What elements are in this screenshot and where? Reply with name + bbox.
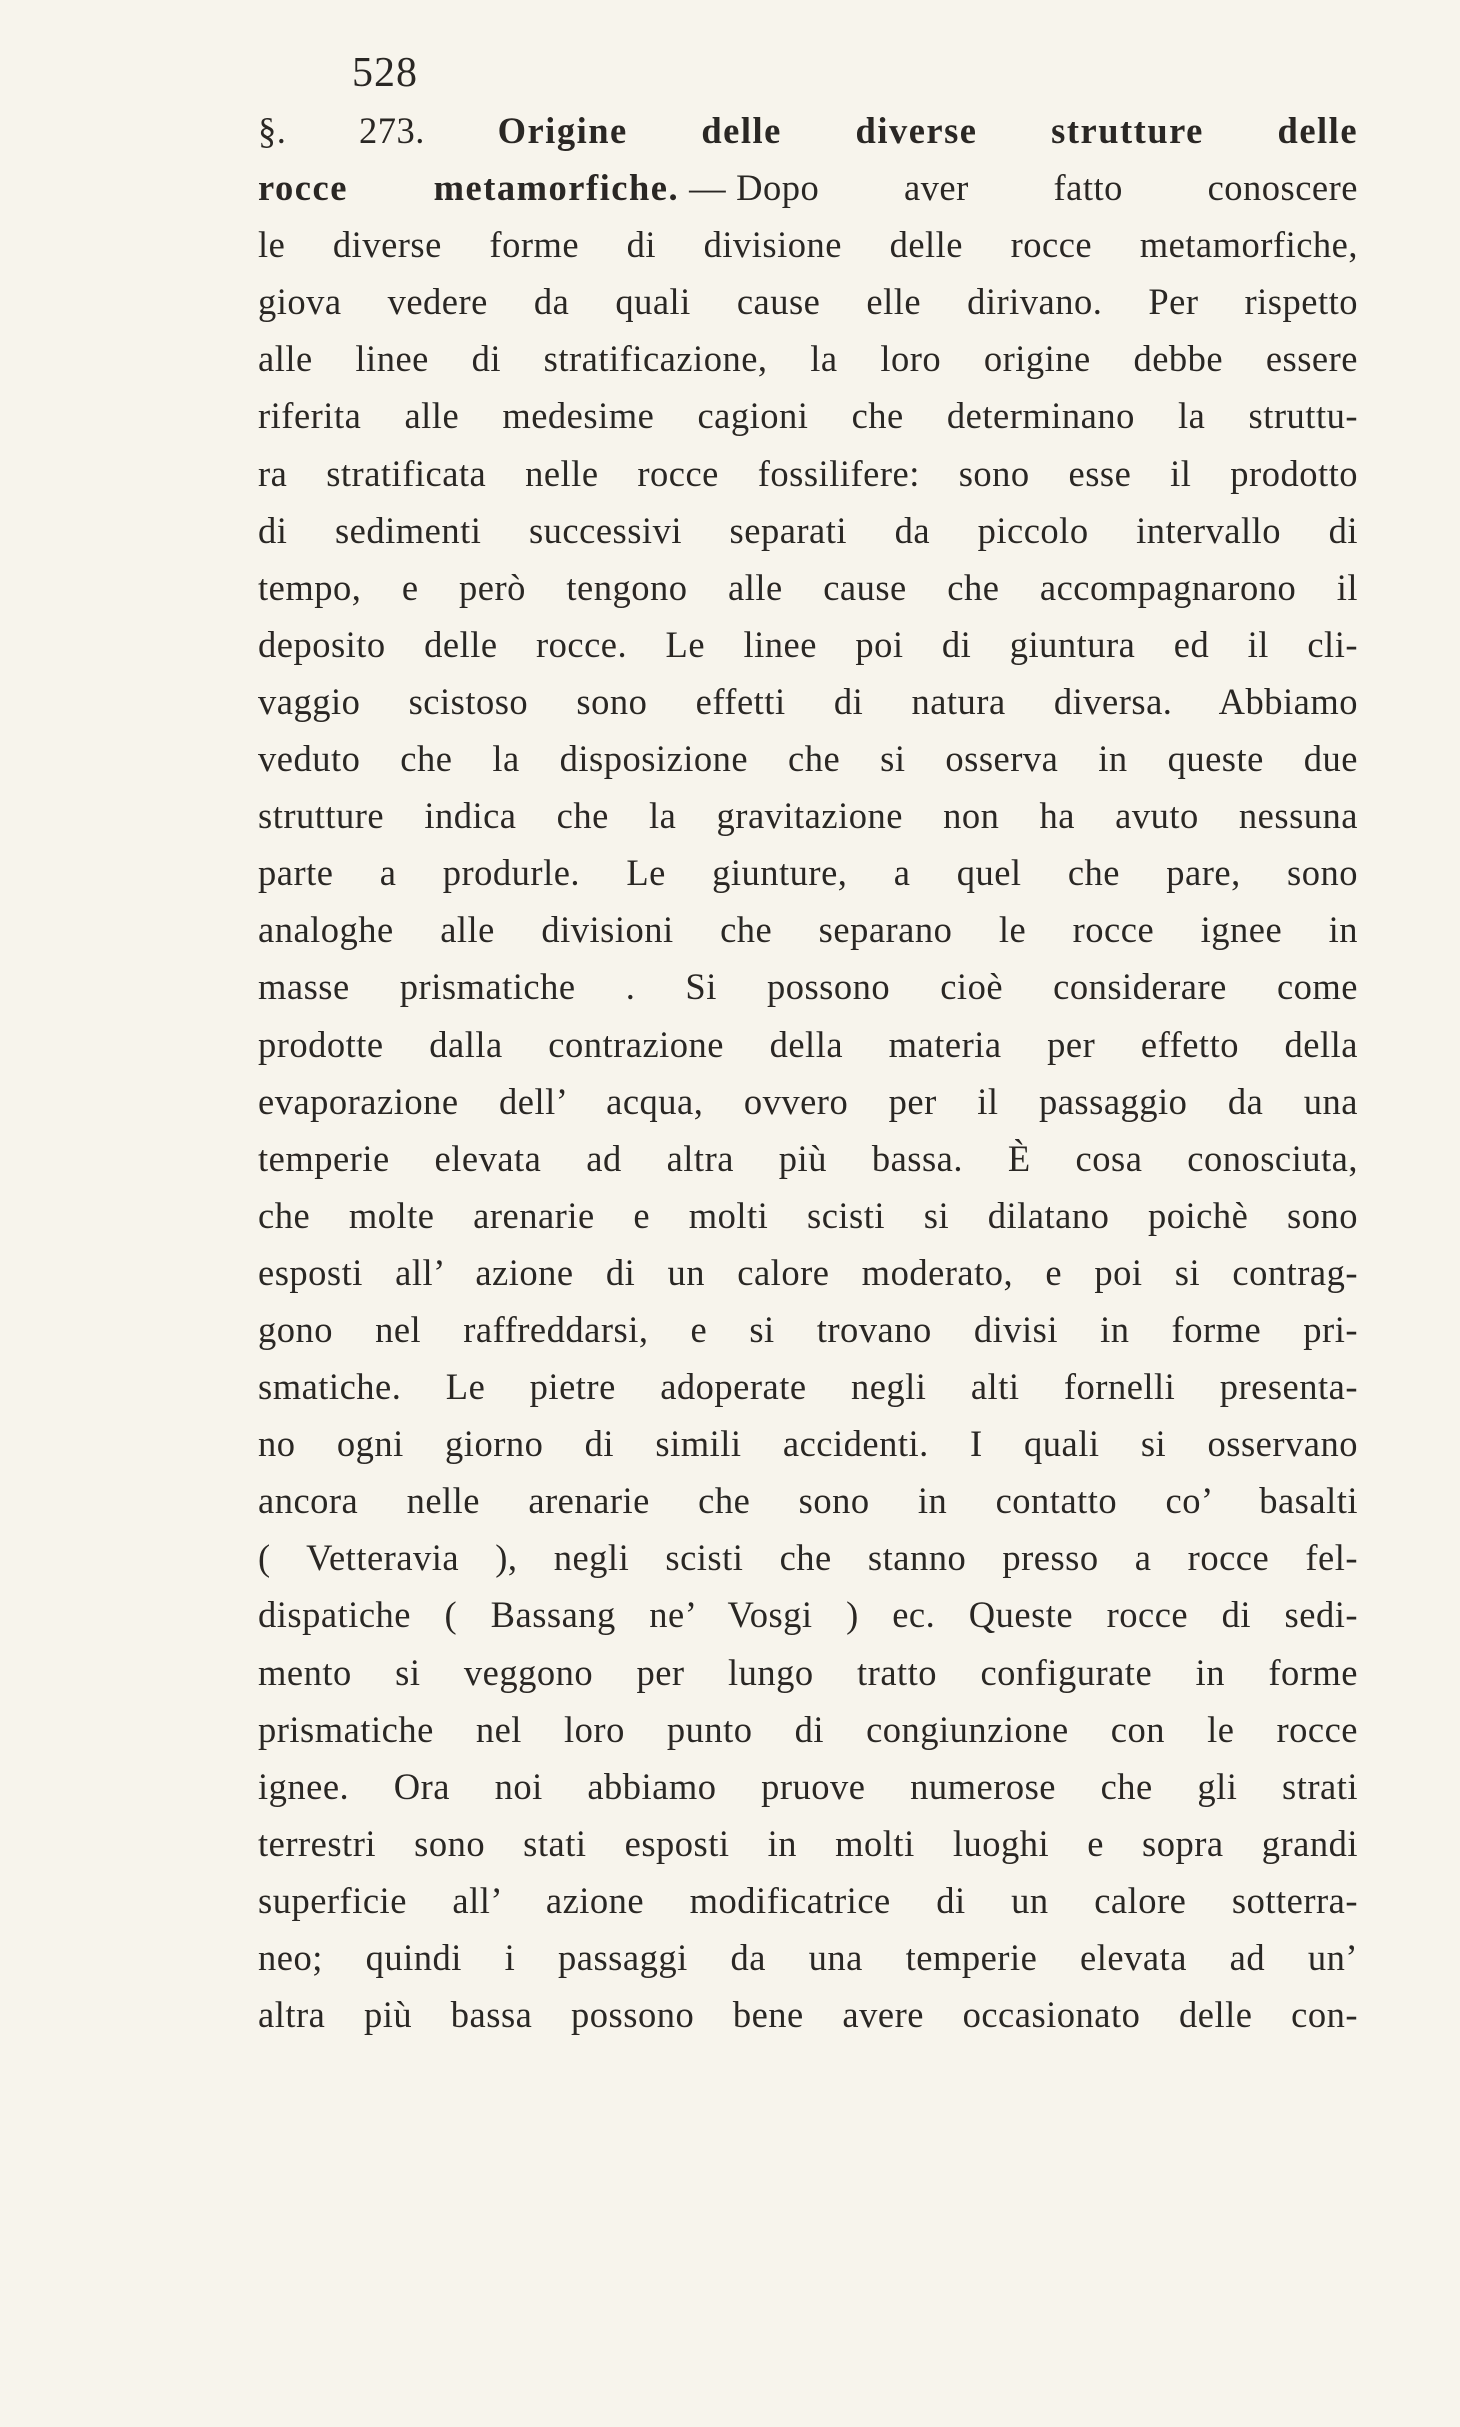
text-line: gono nel raffreddarsi, e si trovano divisi in forme pri- [258, 1308, 1358, 1350]
em-dash: — [689, 167, 727, 209]
section-title: Origine delle diverse strutture delle [497, 110, 1359, 151]
text-line: riferita alle medesime cagioni che determinano la struttu- [258, 395, 1358, 437]
page-number: 528 [352, 50, 418, 96]
text-line: analoghe alle divisioni che separano le rocce ignee in [258, 909, 1358, 951]
text-line: giova vedere da quali cause elle dirivano. Per rispetto [258, 281, 1358, 323]
body-text [258, 102, 1358, 2043]
section-title-cont: rocce metamorfiche. [258, 167, 680, 209]
text-line: ( Vetteravia ), negli scisti che stanno presso a rocce fel- [258, 1537, 1358, 1579]
text-line: evaporazione dell’ acqua, ovvero per il passaggio da una [258, 1080, 1358, 1122]
text-line: alle linee di stratificazione, la loro origine debbe essere [258, 338, 1358, 380]
text-line: masse prismatiche . Si possono cioè considerare come [258, 966, 1358, 1008]
text-line: terrestri sono stati esposti in molti luoghi e sopra grandi [258, 1822, 1358, 1864]
text-line: superficie all’ azione modificatrice di un calore sotterra- [258, 1879, 1358, 1921]
text-line: ancora nelle arenarie che sono in contatto co’ basalti [258, 1480, 1358, 1522]
text-line: deposito delle rocce. Le linee poi di giuntura ed il cli- [258, 623, 1358, 665]
text-line: strutture indica che la gravitazione non ha avuto nessuna [258, 795, 1358, 837]
text-line: veduto che la disposizione che si osserva in queste due [258, 738, 1358, 780]
text-line: prodotte dalla contrazione della materia per effetto della [258, 1023, 1358, 1065]
section-heading-line-2 [258, 159, 1358, 216]
text-line: di sedimenti successivi separati da piccolo intervallo di [258, 509, 1358, 551]
text-line: parte a produrle. Le giunture, a quel che pare, sono [258, 852, 1358, 894]
text-line: esposti all’ azione di un calore moderato, e poi si contrag- [258, 1251, 1358, 1293]
section-first-text: Dopo aver fatto conoscere [736, 167, 1358, 209]
text-line: no ogni giorno di simili accidenti. I quali si osservano [258, 1423, 1358, 1465]
text-line: altra più bassa possono bene avere occasionato delle con- [258, 1994, 1358, 2036]
text-line: tempo, e però tengono alle cause che accompagnarono il [258, 566, 1358, 608]
section-mark: §. 273. [258, 110, 425, 151]
text-line: smatiche. Le pietre adoperate negli alti fornelli presenta- [258, 1366, 1358, 1408]
text-line: dispatiche ( Bassang ne’ Vosgi ) ec. Queste rocce di sedi- [258, 1594, 1358, 1636]
text-line: prismatiche nel loro punto di congiunzione con le rocce [258, 1708, 1358, 1750]
text-line: le diverse forme di divisione delle rocce metamorfiche, [258, 224, 1358, 266]
paragraph-lines [258, 216, 1358, 2043]
text-line: neo; quindi i passaggi da una temperie elevata ad un’ [258, 1937, 1358, 1978]
text-line: mento si veggono per lungo tratto configurate in forme [258, 1651, 1358, 1693]
text-line: ra stratificata nelle rocce fossilifere: sono esse il prodotto [258, 452, 1358, 494]
text-line: temperie elevata ad altra più bassa. È cosa conosciuta, [258, 1137, 1358, 1179]
text-line: vaggio scistoso sono effetti di natura diversa. Abbiamo [258, 680, 1358, 722]
text-line: che molte arenarie e molti scisti si dilatano poichè sono [258, 1194, 1358, 1236]
text-line: ignee. Ora noi abbiamo pruove numerose che gli strati [258, 1765, 1358, 1807]
section-heading-line [258, 102, 1358, 159]
